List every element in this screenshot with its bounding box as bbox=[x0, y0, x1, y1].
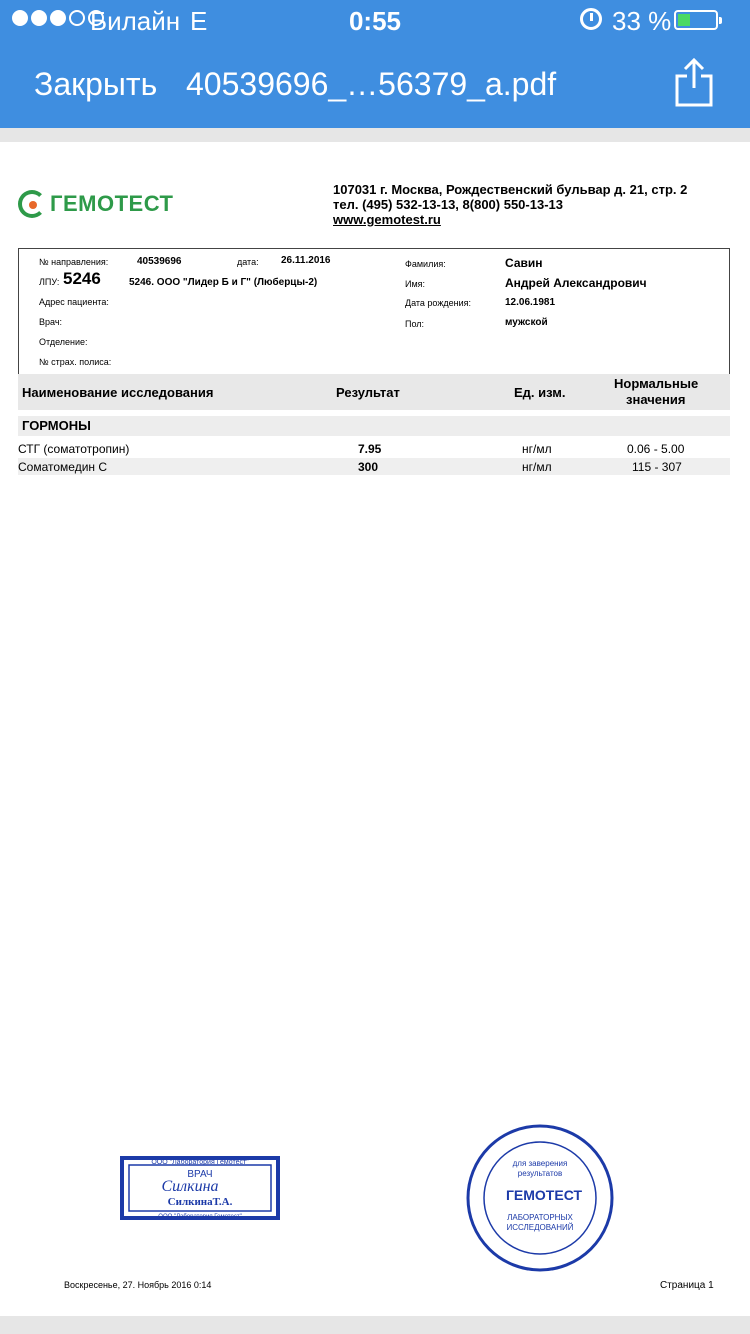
header-test: Наименование исследования bbox=[22, 385, 214, 400]
svg-text:Силкина: Силкина bbox=[161, 1178, 219, 1195]
svg-text:ЛАБОРАТОРНЫХ: ЛАБОРАТОРНЫХ bbox=[507, 1213, 573, 1222]
doctor-label: Врач: bbox=[39, 317, 63, 327]
battery-percent: 33 % bbox=[612, 6, 672, 36]
top-bar bbox=[0, 0, 750, 128]
svg-text:для заверения: для заверения bbox=[512, 1159, 568, 1168]
test-result: 300 bbox=[358, 460, 379, 474]
gemotest-logo bbox=[18, 190, 173, 218]
table-row bbox=[18, 458, 730, 475]
date-value: 26.11.2016 bbox=[281, 255, 331, 266]
svg-text:СилкинаТ.А.: СилкинаТ.А. bbox=[167, 1196, 233, 1208]
sex-label: Пол: bbox=[405, 319, 425, 329]
date-label: дата: bbox=[237, 257, 259, 267]
test-normal: 0.06 - 5.00 bbox=[627, 442, 685, 456]
surname-label: Фамилия: bbox=[405, 259, 446, 269]
pdf-page bbox=[0, 142, 750, 1316]
address-label: Адрес пациента: bbox=[39, 297, 109, 307]
name-label: Имя: bbox=[405, 279, 426, 289]
svg-text:результатов: результатов bbox=[517, 1169, 563, 1178]
test-name: СТГ (соматотропин) bbox=[18, 442, 130, 456]
share-icon[interactable] bbox=[672, 56, 716, 108]
group-heading: ГОРМОНЫ bbox=[18, 416, 730, 436]
status-time: 0:55 bbox=[348, 6, 402, 36]
table-row bbox=[18, 440, 730, 457]
header-result: Результат bbox=[336, 385, 400, 400]
results-table-header bbox=[18, 374, 730, 410]
direction-label: № направления: bbox=[39, 257, 109, 267]
logo-icon bbox=[18, 190, 46, 218]
lpu-label: ЛПУ: bbox=[39, 277, 60, 287]
print-date: Воскресенье, 27. Ноябрь 2016 0:14 bbox=[64, 1280, 212, 1290]
header-normal: Нормальные bbox=[614, 376, 699, 391]
direction-number: 40539696 bbox=[137, 256, 182, 267]
lab-round-stamp bbox=[464, 1122, 616, 1274]
document-title: 40539696_…56379_a.pdf bbox=[186, 66, 557, 102]
battery-icon bbox=[674, 10, 718, 30]
dob-label: Дата рождения: bbox=[405, 298, 471, 308]
svg-text:ООО "Лаборатория Гемотест": ООО "Лаборатория Гемотест" bbox=[151, 1159, 249, 1166]
phone-line: тел. (495) 532-13-13, 8(800) 550-13-13 bbox=[333, 197, 563, 212]
department-label: Отделение: bbox=[39, 337, 88, 347]
header-normal-2: значения bbox=[626, 392, 686, 407]
carrier-name: Билайн bbox=[90, 6, 181, 36]
svg-text:ООО "Лаборатория Гемотест": ООО "Лаборатория Гемотест" bbox=[158, 1214, 242, 1220]
policy-label: № страх. полиса: bbox=[39, 357, 112, 367]
patient-info bbox=[18, 248, 730, 374]
status-bar bbox=[0, 0, 750, 40]
header-unit: Ед. изм. bbox=[514, 385, 566, 400]
sex-value: мужской bbox=[505, 317, 548, 328]
website-link[interactable]: www.gemotest.ru bbox=[333, 212, 441, 227]
close-button[interactable]: Закрыть bbox=[34, 66, 158, 102]
page-number: Страница 1 bbox=[660, 1280, 714, 1291]
network-type: E bbox=[190, 6, 208, 36]
lpu-name: 5246. ООО "Лидер Б и Г" (Люберцы-2) bbox=[129, 277, 318, 288]
test-normal: 115 - 307 bbox=[632, 460, 682, 474]
test-unit: нг/мл bbox=[522, 460, 552, 474]
lpu-number: 5246 bbox=[63, 269, 101, 288]
logo-text: ГЕМОТЕСТ bbox=[50, 191, 174, 216]
svg-text:ВРАЧ: ВРАЧ bbox=[187, 1169, 213, 1180]
surname-value: Савин bbox=[505, 256, 543, 270]
test-result: 7.95 bbox=[358, 442, 382, 456]
test-unit: нг/мл bbox=[522, 442, 552, 456]
alarm-icon bbox=[580, 8, 602, 30]
lab-address bbox=[333, 182, 687, 227]
test-name: Соматомедин С bbox=[18, 460, 108, 474]
dob-value: 12.06.1981 bbox=[505, 297, 556, 308]
address-line: 107031 г. Москва, Рождественский бульвар д. 21, стр. 2 bbox=[333, 182, 688, 197]
svg-text:ИССЛЕДОВАНИЙ: ИССЛЕДОВАНИЙ bbox=[506, 1223, 574, 1232]
svg-text:ГЕМОТЕСТ: ГЕМОТЕСТ bbox=[505, 1187, 583, 1203]
doctor-stamp bbox=[120, 1156, 280, 1220]
name-value: Андрей Александрович bbox=[505, 276, 647, 290]
